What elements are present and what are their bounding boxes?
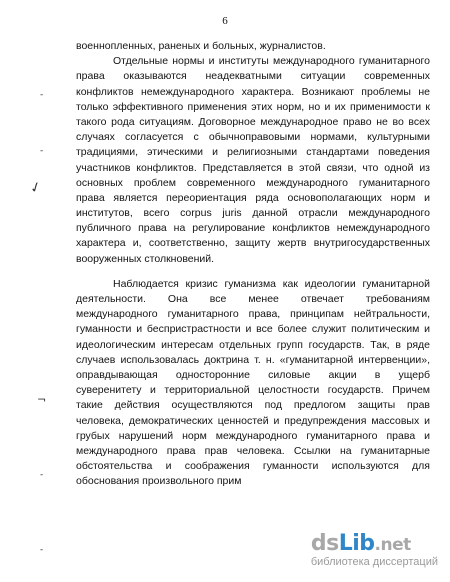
text-line: обоснования произвольного прим [76, 475, 242, 488]
text-line: военнопленных, раненых и больных, журналистов. [76, 40, 326, 52]
logo-ds-text: ds [310, 531, 339, 556]
text-line: такого рода ситуациям. Договорное международное право не во всех [76, 115, 430, 128]
paragraph [76, 39, 430, 54]
dslib-watermark[interactable] [311, 531, 442, 570]
margin-mark: ¬ [37, 393, 47, 406]
dslib-logo [311, 533, 438, 568]
text-line: деятельности. Она все менее отвечает требованиям [76, 293, 430, 305]
text-line: участников конфликтов. Представляется в этой связи, что одной из [76, 161, 430, 174]
margin-mark: - [40, 146, 44, 156]
paragraph [76, 277, 430, 490]
text-line: конфликтов немеждународного характера. Возникают проблемы не [76, 85, 430, 98]
text-line: Отдельные нормы и институты международного гуманитарного [113, 55, 430, 68]
text-line: идеологическим интересам отдельных групп государств. Так, в ряде [76, 338, 430, 351]
margin-mark: - [40, 470, 44, 480]
page-number: 6 [222, 15, 228, 27]
text-line: грубых нарушений норм международного гуманитарного права и [76, 429, 430, 442]
paragraph [76, 54, 430, 267]
text-line: оправдывающая односторонние силовые акции в ущерб [76, 368, 430, 381]
text-line: случаях согласуется с обычноправовыми нормами, культурными [76, 131, 430, 144]
logo-net-text: .net [374, 535, 411, 555]
text-line: институтов, всего corpus juris данной отрасли международного [76, 207, 430, 220]
text-line: такие действия осуществляются под предлогом защиты прав [76, 399, 430, 412]
text-line: суверенитету и территориальной целостности государств. Причем [76, 384, 430, 397]
logo-lib-text: Lib [338, 531, 375, 556]
document-body [76, 39, 430, 489]
text-line: гуманности и беспристрастности и все более служит политическим и [76, 323, 430, 336]
text-line: характера и, соответственно, защиту жертв внутригосударственных [76, 237, 430, 250]
text-line: международного гуманитарного права, принципам нейтральности, [76, 308, 430, 321]
text-line: случаев использовалась доктрина т. н. «гуманитарной интервенции», [76, 353, 430, 366]
margin-mark: - [40, 545, 44, 555]
text-line: публичного права на регулирование конфликтов немеждународного [76, 222, 430, 235]
text-line: только эффективного применения этих норм, но и их применимости к [76, 100, 430, 113]
text-line: традициями, этическими и религиозными стандартами поведения [76, 146, 430, 159]
text-line: права является переориентация ряда основополагающих норм и [76, 191, 430, 204]
margin-mark: - [40, 90, 44, 100]
text-line: вооруженных столкновений. [76, 252, 215, 265]
text-line: права оказываются неадекватными ситуации современных [76, 70, 430, 83]
handwritten-check-mark: ✓ [27, 178, 45, 198]
watermark-subtitle: библиотека диссертаций [310, 556, 438, 568]
text-line: обстоятельства и соображения гуманности используются для [76, 460, 430, 473]
text-line: международного права прав человека. Ссылки на гуманитарные [76, 444, 430, 457]
text-line: Наблюдается кризис гуманизма как идеологии гуманитарной [113, 277, 430, 290]
text-line: человека, демократических ценностей и предупреждения массовых и [76, 414, 430, 427]
text-line: основных проблем современного международного гуманитарного [76, 176, 430, 189]
